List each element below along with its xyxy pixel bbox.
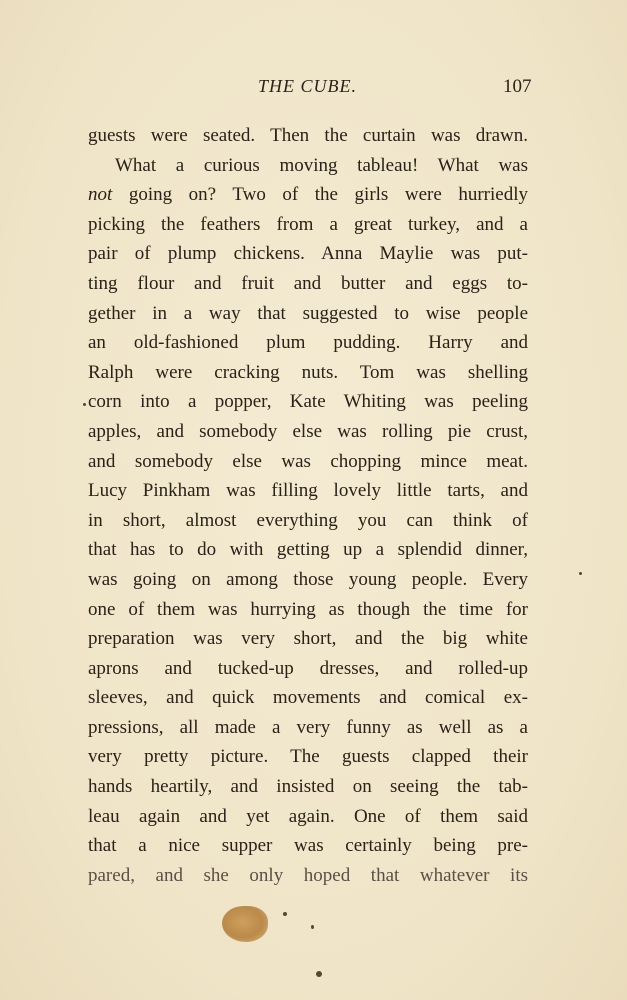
- text-line: picking the feathers from a great turkey, and a: [88, 213, 528, 235]
- page-number: 107: [503, 76, 532, 97]
- text-line: Lucy Pinkham was filling lovely little tarts, and: [88, 480, 528, 502]
- body-text: [88, 121, 528, 890]
- text-line: not going on? Two of the girls were hurriedly: [88, 184, 528, 206]
- paper-speck: [283, 912, 287, 916]
- text-line: was going on among those young people. Every: [88, 568, 528, 590]
- text-line: ting flour and fruit and butter and eggs to-: [88, 272, 528, 294]
- text-line: leau again and yet again. One of them said: [88, 805, 528, 827]
- paper-speck: [311, 925, 314, 929]
- text-line: pair of plump chickens. Anna Maylie was put-: [88, 243, 528, 265]
- text-line: What a curious moving tableau! What was: [115, 154, 528, 176]
- text-line: pared, and she only hoped that whatever its: [88, 864, 528, 886]
- running-head: [0, 76, 627, 104]
- text-line: apples, and somebody else was rolling pie crust,: [88, 420, 528, 442]
- text-line: that a nice supper was certainly being pre-: [88, 835, 528, 857]
- text-line: aprons and tucked-up dresses, and rolled-up: [88, 657, 528, 679]
- paper-speck: [579, 572, 582, 575]
- text-line: and somebody else was chopping mince meat.: [88, 450, 528, 472]
- text-line: preparation was very short, and the big white: [88, 628, 528, 650]
- text-line: an old-fashioned plum pudding. Harry and: [88, 332, 528, 354]
- text-line: that has to do with getting up a splendid dinner,: [88, 539, 528, 561]
- paper-speck: [83, 403, 86, 406]
- paper-speck: [316, 971, 322, 977]
- text-line: very pretty picture. The guests clapped their: [88, 746, 528, 768]
- text-line: pressions, all made a very funny as well as a: [88, 716, 528, 738]
- text-line: hands heartily, and insisted on seeing the tab-: [88, 776, 528, 798]
- text-line: gether in a way that suggested to wise people: [88, 302, 528, 324]
- text-line: one of them was hurrying as though the time for: [88, 598, 528, 620]
- running-title: THE CUBE.: [258, 76, 357, 96]
- text-line: Ralph were cracking nuts. Tom was shelling: [88, 361, 528, 383]
- text-line: guests were seated. Then the curtain was drawn.: [88, 125, 528, 146]
- text-line: corn into a popper, Kate Whiting was peeling: [88, 391, 528, 413]
- ink-stain: [222, 906, 268, 942]
- text-line: in short, almost everything you can think of: [88, 509, 528, 531]
- text-line: sleeves, and quick movements and comical ex-: [88, 687, 528, 709]
